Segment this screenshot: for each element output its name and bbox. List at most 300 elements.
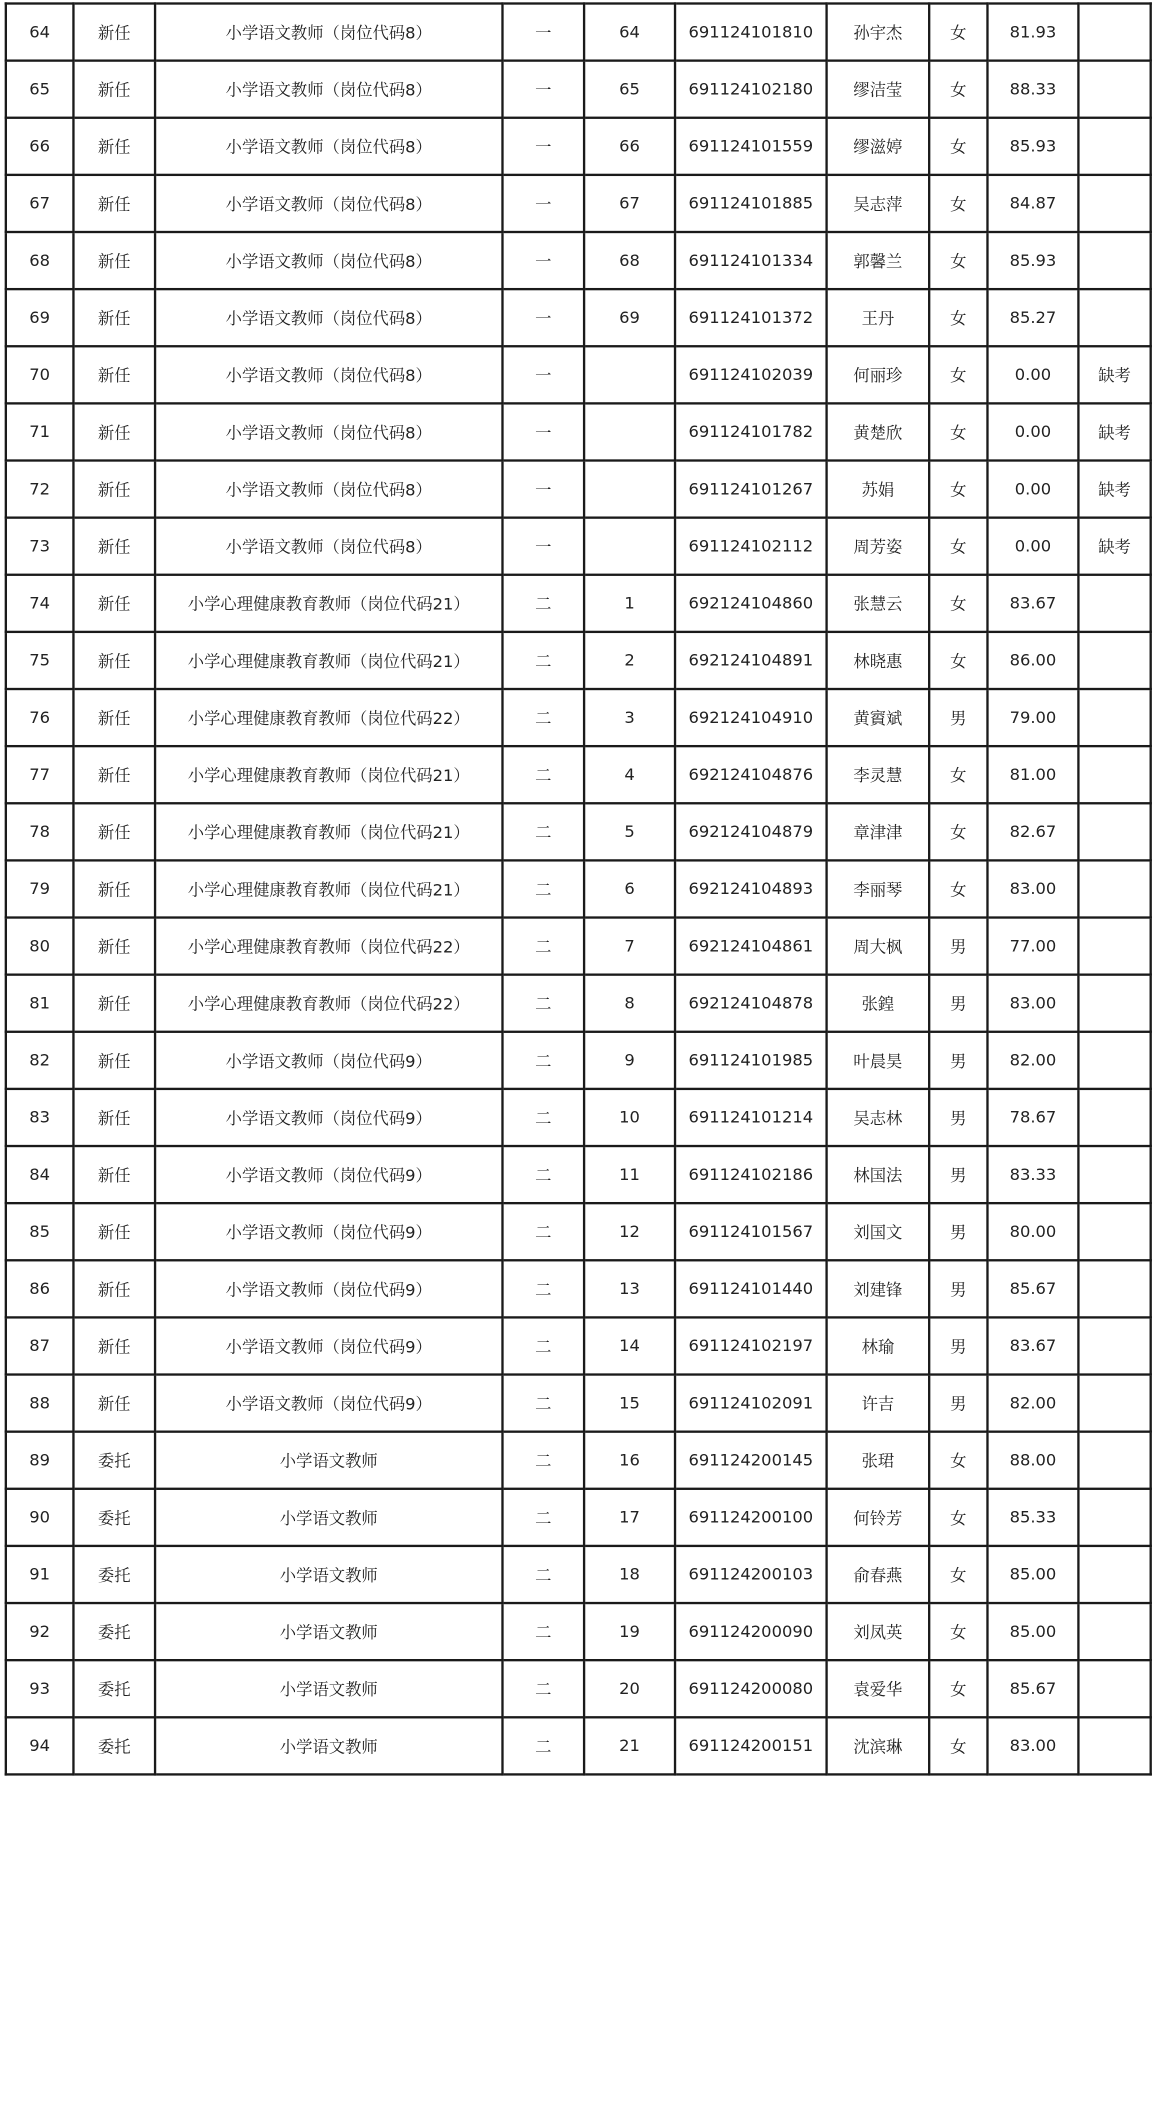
table-row [6,746,1151,803]
cell-candidate-name: 叶晨昊 [827,1032,930,1089]
cell-hire-type: 新任 [73,1203,155,1260]
cell-serial-number: 75 [6,632,74,689]
cell-score: 78.67 [987,1089,1078,1146]
cell-remark [1078,289,1150,346]
cell-remark [1078,1375,1150,1432]
cell-hire-type: 新任 [73,1375,155,1432]
cell-candidate-name: 章津津 [827,803,930,860]
cell-draw-number: 10 [584,1089,675,1146]
cell-exam-ticket-number: 692124104879 [675,803,827,860]
cell-candidate-name: 何铃芳 [827,1489,930,1546]
cell-candidate-name: 沈滨琳 [827,1717,930,1774]
cell-group: 二 [502,975,584,1032]
cell-remark [1078,689,1150,746]
cell-serial-number: 83 [6,1089,74,1146]
cell-serial-number: 76 [6,689,74,746]
cell-position: 小学语文教师（岗位代码9） [155,1260,502,1317]
cell-exam-ticket-number: 691124101334 [675,232,827,289]
cell-draw-number: 4 [584,746,675,803]
table-row [6,232,1151,289]
cell-group: 一 [502,403,584,460]
cell-exam-ticket-number: 691124200145 [675,1432,827,1489]
cell-gender: 男 [929,1203,987,1260]
cell-position: 小学语文教师（岗位代码9） [155,1089,502,1146]
table-row [6,1089,1151,1146]
cell-score: 0.00 [987,518,1078,575]
table-row [6,803,1151,860]
cell-group: 二 [502,860,584,917]
cell-score: 82.67 [987,803,1078,860]
cell-position: 小学语文教师（岗位代码9） [155,1203,502,1260]
cell-group: 二 [502,1489,584,1546]
cell-gender: 女 [929,1603,987,1660]
cell-serial-number: 94 [6,1717,74,1774]
cell-hire-type: 新任 [73,175,155,232]
cell-group: 一 [502,3,584,60]
cell-remark [1078,3,1150,60]
cell-position: 小学语文教师 [155,1603,502,1660]
table-row [6,118,1151,175]
cell-exam-ticket-number: 691124101567 [675,1203,827,1260]
cell-position: 小学心理健康教育教师（岗位代码22） [155,918,502,975]
cell-exam-ticket-number: 692124104860 [675,575,827,632]
cell-hire-type: 新任 [73,1317,155,1374]
cell-draw-number: 67 [584,175,675,232]
cell-gender: 女 [929,461,987,518]
interview-score-table [5,2,1152,1775]
table-row [6,1317,1151,1374]
cell-group: 二 [502,1203,584,1260]
cell-remark: 缺考 [1078,346,1150,403]
cell-gender: 女 [929,289,987,346]
cell-serial-number: 93 [6,1660,74,1717]
cell-exam-ticket-number: 691124200080 [675,1660,827,1717]
cell-gender: 女 [929,803,987,860]
cell-score: 0.00 [987,403,1078,460]
cell-candidate-name: 张珺 [827,1432,930,1489]
cell-draw-number [584,346,675,403]
table-row [6,1432,1151,1489]
cell-serial-number: 86 [6,1260,74,1317]
cell-score: 85.00 [987,1603,1078,1660]
cell-remark [1078,1260,1150,1317]
cell-position: 小学语文教师（岗位代码8） [155,118,502,175]
cell-serial-number: 92 [6,1603,74,1660]
cell-hire-type: 委托 [73,1489,155,1546]
table-row [6,575,1151,632]
cell-group: 二 [502,575,584,632]
cell-score: 88.33 [987,61,1078,118]
cell-remark [1078,1660,1150,1717]
table-row [6,1717,1151,1774]
cell-gender: 男 [929,1089,987,1146]
cell-draw-number: 3 [584,689,675,746]
cell-remark [1078,118,1150,175]
cell-group: 一 [502,461,584,518]
cell-group: 二 [502,1260,584,1317]
cell-hire-type: 新任 [73,975,155,1032]
cell-candidate-name: 黄賨斌 [827,689,930,746]
table-row [6,918,1151,975]
cell-candidate-name: 王丹 [827,289,930,346]
cell-draw-number: 64 [584,3,675,60]
cell-remark [1078,860,1150,917]
cell-position: 小学语文教师（岗位代码8） [155,518,502,575]
cell-hire-type: 新任 [73,1146,155,1203]
cell-position: 小学语文教师（岗位代码8） [155,461,502,518]
cell-hire-type: 新任 [73,61,155,118]
table-row [6,346,1151,403]
cell-hire-type: 新任 [73,1089,155,1146]
cell-position: 小学语文教师 [155,1717,502,1774]
cell-position: 小学语文教师 [155,1489,502,1546]
cell-candidate-name: 孙宇杰 [827,3,930,60]
cell-score: 82.00 [987,1032,1078,1089]
cell-hire-type: 委托 [73,1717,155,1774]
cell-remark [1078,1089,1150,1146]
table-row [6,461,1151,518]
cell-draw-number: 19 [584,1603,675,1660]
cell-exam-ticket-number: 691124101372 [675,289,827,346]
cell-score: 83.00 [987,860,1078,917]
cell-group: 二 [502,1146,584,1203]
cell-candidate-name: 刘凤英 [827,1603,930,1660]
cell-group: 二 [502,1432,584,1489]
cell-hire-type: 新任 [73,1032,155,1089]
cell-score: 80.00 [987,1203,1078,1260]
cell-group: 二 [502,803,584,860]
table-row [6,1489,1151,1546]
cell-draw-number: 21 [584,1717,675,1774]
cell-serial-number: 89 [6,1432,74,1489]
cell-hire-type: 委托 [73,1432,155,1489]
cell-group: 二 [502,689,584,746]
cell-score: 84.87 [987,175,1078,232]
cell-hire-type: 新任 [73,860,155,917]
table-row [6,1146,1151,1203]
cell-hire-type: 委托 [73,1660,155,1717]
cell-exam-ticket-number: 692124104878 [675,975,827,1032]
table-body [6,3,1151,1774]
cell-gender: 女 [929,1546,987,1603]
cell-remark [1078,175,1150,232]
cell-group: 一 [502,61,584,118]
cell-position: 小学语文教师（岗位代码8） [155,175,502,232]
cell-draw-number [584,518,675,575]
cell-exam-ticket-number: 692124104910 [675,689,827,746]
cell-position: 小学语文教师 [155,1546,502,1603]
cell-candidate-name: 缪滋婷 [827,118,930,175]
cell-gender: 男 [929,1146,987,1203]
cell-score: 86.00 [987,632,1078,689]
table-row [6,403,1151,460]
cell-exam-ticket-number: 691124200103 [675,1546,827,1603]
cell-serial-number: 78 [6,803,74,860]
cell-group: 二 [502,1717,584,1774]
cell-draw-number: 5 [584,803,675,860]
cell-score: 83.00 [987,975,1078,1032]
cell-group: 一 [502,289,584,346]
cell-candidate-name: 林国法 [827,1146,930,1203]
cell-draw-number: 16 [584,1432,675,1489]
cell-candidate-name: 缪洁莹 [827,61,930,118]
cell-score: 85.27 [987,289,1078,346]
cell-candidate-name: 林瑜 [827,1317,930,1374]
cell-gender: 女 [929,860,987,917]
cell-hire-type: 新任 [73,746,155,803]
cell-group: 二 [502,1546,584,1603]
cell-position: 小学语文教师 [155,1432,502,1489]
cell-exam-ticket-number: 691124200100 [675,1489,827,1546]
cell-draw-number: 14 [584,1317,675,1374]
cell-gender: 男 [929,918,987,975]
cell-remark: 缺考 [1078,403,1150,460]
cell-position: 小学心理健康教育教师（岗位代码21） [155,575,502,632]
cell-remark [1078,632,1150,689]
cell-group: 二 [502,1375,584,1432]
cell-exam-ticket-number: 692124104861 [675,918,827,975]
cell-hire-type: 新任 [73,3,155,60]
cell-hire-type: 新任 [73,346,155,403]
cell-group: 二 [502,1032,584,1089]
cell-candidate-name: 周大枫 [827,918,930,975]
cell-draw-number: 7 [584,918,675,975]
cell-gender: 男 [929,1375,987,1432]
cell-remark [1078,1546,1150,1603]
cell-score: 85.67 [987,1260,1078,1317]
cell-group: 二 [502,1603,584,1660]
cell-position: 小学心理健康教育教师（岗位代码21） [155,746,502,803]
cell-score: 77.00 [987,918,1078,975]
cell-group: 一 [502,175,584,232]
cell-exam-ticket-number: 691124101440 [675,1260,827,1317]
cell-remark [1078,232,1150,289]
cell-serial-number: 85 [6,1203,74,1260]
cell-score: 79.00 [987,689,1078,746]
cell-draw-number: 17 [584,1489,675,1546]
cell-group: 二 [502,1317,584,1374]
cell-candidate-name: 许吉 [827,1375,930,1432]
cell-score: 85.00 [987,1546,1078,1603]
cell-score: 83.67 [987,1317,1078,1374]
cell-exam-ticket-number: 691124102180 [675,61,827,118]
cell-gender: 女 [929,175,987,232]
cell-remark [1078,1489,1150,1546]
cell-remark [1078,1317,1150,1374]
cell-group: 二 [502,1089,584,1146]
cell-position: 小学语文教师（岗位代码8） [155,3,502,60]
cell-serial-number: 67 [6,175,74,232]
cell-exam-ticket-number: 691124102186 [675,1146,827,1203]
cell-remark [1078,1717,1150,1774]
cell-draw-number: 1 [584,575,675,632]
cell-group: 二 [502,918,584,975]
cell-exam-ticket-number: 691124101559 [675,118,827,175]
cell-gender: 女 [929,1489,987,1546]
table-row [6,61,1151,118]
cell-remark [1078,1032,1150,1089]
cell-candidate-name: 郭馨兰 [827,232,930,289]
cell-hire-type: 新任 [73,518,155,575]
cell-candidate-name: 袁爱华 [827,1660,930,1717]
cell-remark [1078,1146,1150,1203]
cell-score: 85.93 [987,118,1078,175]
cell-score: 0.00 [987,461,1078,518]
cell-gender: 女 [929,346,987,403]
cell-gender: 男 [929,689,987,746]
cell-exam-ticket-number: 691124101214 [675,1089,827,1146]
cell-exam-ticket-number: 691124200151 [675,1717,827,1774]
cell-group: 一 [502,232,584,289]
cell-draw-number: 8 [584,975,675,1032]
cell-position: 小学心理健康教育教师（岗位代码22） [155,689,502,746]
cell-gender: 女 [929,518,987,575]
cell-group: 一 [502,118,584,175]
cell-serial-number: 90 [6,1489,74,1546]
cell-serial-number: 66 [6,118,74,175]
cell-candidate-name: 俞春燕 [827,1546,930,1603]
cell-hire-type: 委托 [73,1546,155,1603]
cell-hire-type: 新任 [73,461,155,518]
cell-gender: 女 [929,403,987,460]
table-row [6,975,1151,1032]
cell-position: 小学语文教师（岗位代码9） [155,1317,502,1374]
table-row [6,860,1151,917]
cell-serial-number: 69 [6,289,74,346]
cell-candidate-name: 吴志林 [827,1089,930,1146]
cell-score: 83.67 [987,575,1078,632]
cell-hire-type: 新任 [73,918,155,975]
cell-gender: 女 [929,1717,987,1774]
cell-exam-ticket-number: 691124102197 [675,1317,827,1374]
cell-score: 85.67 [987,1660,1078,1717]
cell-hire-type: 新任 [73,575,155,632]
cell-group: 一 [502,518,584,575]
cell-exam-ticket-number: 692124104893 [675,860,827,917]
table-row [6,518,1151,575]
cell-candidate-name: 黄楚欣 [827,403,930,460]
cell-hire-type: 新任 [73,118,155,175]
cell-candidate-name: 张鍠 [827,975,930,1032]
cell-hire-type: 新任 [73,803,155,860]
cell-position: 小学语文教师（岗位代码9） [155,1032,502,1089]
cell-exam-ticket-number: 691124101810 [675,3,827,60]
cell-candidate-name: 吴志萍 [827,175,930,232]
cell-group: 二 [502,746,584,803]
cell-candidate-name: 刘建锋 [827,1260,930,1317]
cell-remark [1078,975,1150,1032]
cell-position: 小学心理健康教育教师（岗位代码21） [155,860,502,917]
cell-serial-number: 72 [6,461,74,518]
cell-draw-number [584,403,675,460]
cell-serial-number: 87 [6,1317,74,1374]
cell-position: 小学语文教师 [155,1660,502,1717]
table-row [6,689,1151,746]
cell-draw-number: 9 [584,1032,675,1089]
cell-hire-type: 新任 [73,632,155,689]
cell-draw-number: 11 [584,1146,675,1203]
cell-candidate-name: 李灵慧 [827,746,930,803]
cell-gender: 男 [929,1317,987,1374]
cell-score: 81.00 [987,746,1078,803]
cell-draw-number: 2 [584,632,675,689]
cell-exam-ticket-number: 691124102039 [675,346,827,403]
cell-hire-type: 新任 [73,689,155,746]
cell-exam-ticket-number: 691124101782 [675,403,827,460]
cell-draw-number: 65 [584,61,675,118]
cell-serial-number: 68 [6,232,74,289]
cell-gender: 女 [929,1660,987,1717]
cell-draw-number: 20 [584,1660,675,1717]
cell-score: 81.93 [987,3,1078,60]
cell-candidate-name: 何丽珍 [827,346,930,403]
cell-serial-number: 80 [6,918,74,975]
cell-draw-number: 68 [584,232,675,289]
cell-group: 一 [502,346,584,403]
cell-serial-number: 91 [6,1546,74,1603]
cell-draw-number [584,461,675,518]
cell-hire-type: 新任 [73,403,155,460]
cell-exam-ticket-number: 691124101985 [675,1032,827,1089]
cell-serial-number: 79 [6,860,74,917]
cell-score: 83.00 [987,1717,1078,1774]
table-row [6,632,1151,689]
cell-position: 小学心理健康教育教师（岗位代码21） [155,803,502,860]
cell-gender: 女 [929,632,987,689]
cell-remark [1078,61,1150,118]
cell-serial-number: 88 [6,1375,74,1432]
cell-gender: 男 [929,1032,987,1089]
cell-remark [1078,1203,1150,1260]
cell-remark: 缺考 [1078,518,1150,575]
cell-draw-number: 13 [584,1260,675,1317]
cell-hire-type: 委托 [73,1603,155,1660]
cell-candidate-name: 李丽琴 [827,860,930,917]
cell-score: 85.33 [987,1489,1078,1546]
table-row [6,1032,1151,1089]
cell-serial-number: 74 [6,575,74,632]
cell-score: 88.00 [987,1432,1078,1489]
cell-position: 小学语文教师（岗位代码9） [155,1146,502,1203]
cell-draw-number: 69 [584,289,675,346]
cell-gender: 女 [929,1432,987,1489]
cell-candidate-name: 林晓惠 [827,632,930,689]
table-row [6,1660,1151,1717]
cell-gender: 女 [929,118,987,175]
cell-serial-number: 81 [6,975,74,1032]
cell-gender: 女 [929,575,987,632]
cell-remark [1078,746,1150,803]
cell-gender: 女 [929,232,987,289]
cell-position: 小学心理健康教育教师（岗位代码22） [155,975,502,1032]
cell-serial-number: 64 [6,3,74,60]
cell-serial-number: 82 [6,1032,74,1089]
cell-position: 小学语文教师（岗位代码8） [155,232,502,289]
table-row [6,289,1151,346]
cell-position: 小学心理健康教育教师（岗位代码21） [155,632,502,689]
cell-group: 二 [502,1660,584,1717]
cell-candidate-name: 周芳姿 [827,518,930,575]
table-row [6,1603,1151,1660]
cell-remark [1078,918,1150,975]
cell-remark [1078,803,1150,860]
cell-position: 小学语文教师（岗位代码8） [155,403,502,460]
cell-remark [1078,1432,1150,1489]
cell-remark [1078,575,1150,632]
cell-serial-number: 84 [6,1146,74,1203]
cell-score: 85.93 [987,232,1078,289]
cell-group: 二 [502,632,584,689]
